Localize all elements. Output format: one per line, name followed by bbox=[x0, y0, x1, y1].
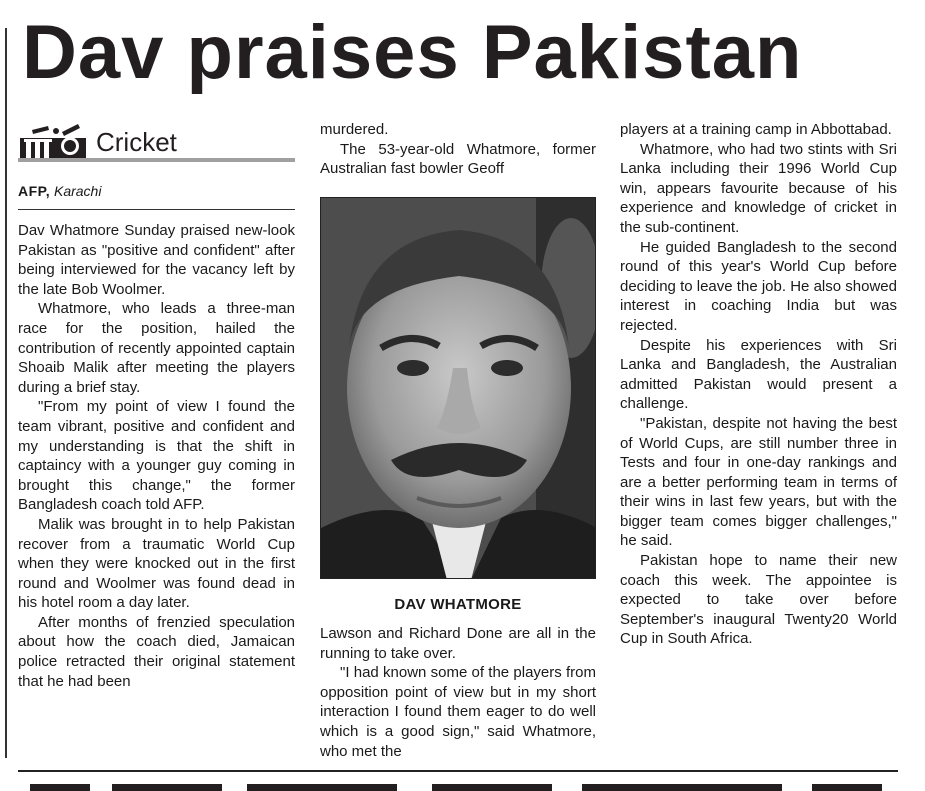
cricket-icon bbox=[18, 122, 90, 160]
paragraph: players at a training camp in Abbottabad. bbox=[620, 121, 892, 138]
paragraph: Lawson and Richard Done are all in the running to take over. bbox=[320, 625, 596, 662]
paragraph: After months of frenzied speculation about how the coach died, Jamaican police retracted their original statement that he had been bbox=[18, 613, 295, 690]
paragraph: Despite his experiences with Sri Lanka and Bangladesh, the Australian admitted Pakistan would present a challenge. bbox=[620, 336, 897, 413]
paragraph: Whatmore, who had two stints with Sri Lanka including their 1996 World Cup win, appears favourite because of his experience and knowledge of cricket in the sub-continent. bbox=[620, 140, 897, 236]
section-label: Cricket bbox=[96, 127, 177, 157]
article-column-2-bottom bbox=[320, 624, 596, 761]
paragraph: Dav Whatmore Sunday praised new-look Pakistan as "positive and confident" after being interviewed for the vacancy left by the late Bob Woolmer. bbox=[18, 222, 295, 298]
paragraph: "Pakistan, despite not having the best of World Cups, are still number three in Tests and four in one-day rankings and are a better performing team in terms of their wins in last few years, but with the bigger team comes bigger challenges," he said. bbox=[620, 414, 897, 550]
paragraph: "I had known some of the players from opposition point of view but in my short interaction I found them eager to do well which is a good sign," said Whatmore, who met the bbox=[320, 664, 596, 760]
paragraph: Whatmore, who leads a three-man race for the position, hailed the contribution of recently appointed captain Shoaib Malik after meeting the players during a brief stay. bbox=[18, 300, 295, 396]
byline bbox=[18, 182, 101, 200]
next-headline-cropped bbox=[22, 778, 902, 791]
photo-caption: DAV WHATMORE bbox=[394, 596, 522, 613]
article-column-1 bbox=[18, 221, 295, 691]
portrait-photo bbox=[320, 197, 596, 579]
page-edge-rule bbox=[5, 28, 7, 758]
byline-place: Karachi bbox=[53, 183, 102, 199]
article-column-3 bbox=[620, 120, 897, 649]
section-underline bbox=[18, 158, 295, 162]
paragraph: "From my point of view I found the team vibrant, positive and confident and my understanding is that the shift in captaincy with a younger guy coming in brought this change," the former Bangladesh coach told AFP. bbox=[18, 398, 295, 514]
paragraph: Pakistan hope to name their new coach this week. The appointee is expected to take over before September's inaugural Twenty20 World Cup in South Africa. bbox=[620, 552, 897, 648]
byline-rule bbox=[18, 209, 295, 210]
section-header bbox=[18, 122, 295, 164]
article-column-2-top bbox=[320, 120, 596, 179]
headline: Dav praises Pakistan bbox=[22, 10, 803, 95]
byline-agency: AFP, bbox=[18, 183, 51, 199]
bottom-rule bbox=[18, 770, 898, 772]
paragraph: He guided Bangladesh to the second round of this year's World Cup before deciding to leave the job. He also showed interest in coaching India but was rejected. bbox=[620, 238, 897, 334]
paragraph: Malik was brought in to help Pakistan recover from a traumatic World Cup when they were knocked out in the first round and Woolmer was found dead in his hotel room a day later. bbox=[18, 515, 295, 612]
paragraph: The 53-year-old Whatmore, former Australian fast bowler Geoff bbox=[320, 140, 596, 178]
paragraph: murdered. bbox=[320, 121, 389, 138]
